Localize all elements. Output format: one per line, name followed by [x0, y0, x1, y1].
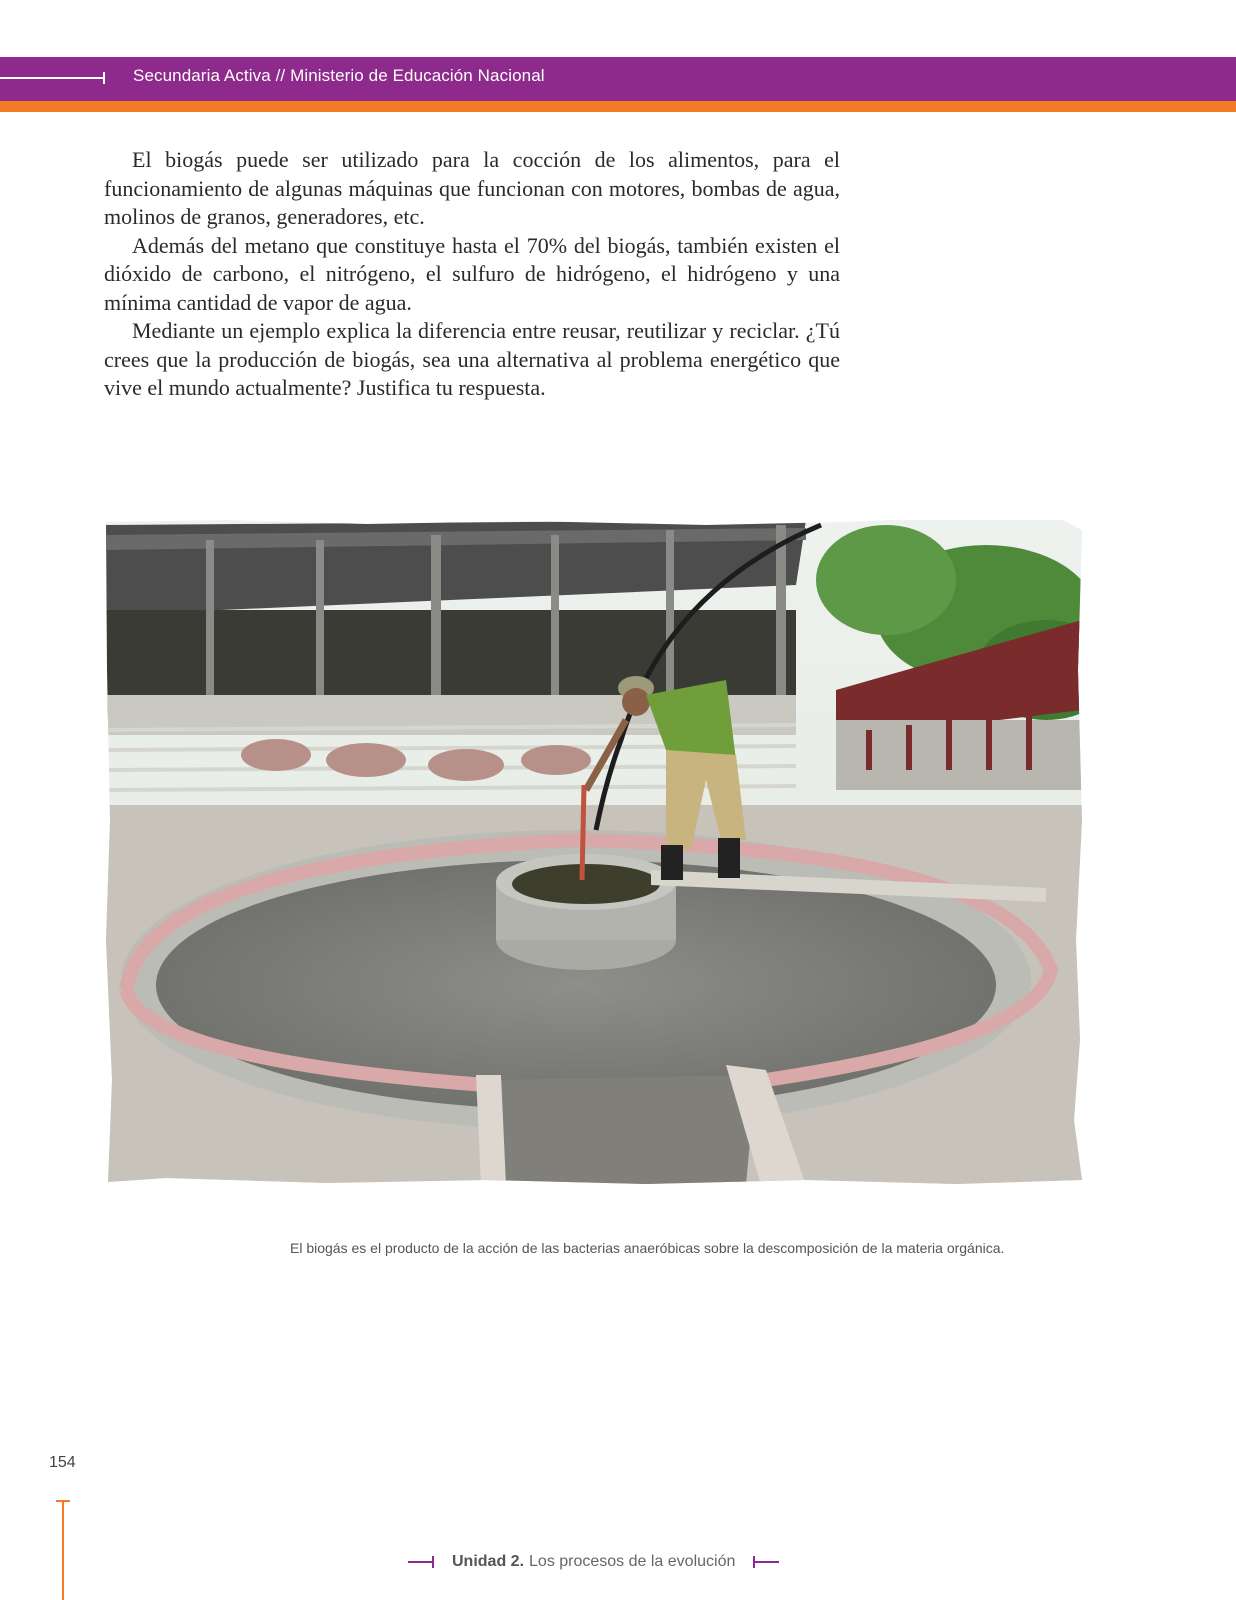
photo-illustration	[106, 520, 1082, 1185]
header-accent-stripe	[0, 101, 1236, 112]
header-rule	[0, 77, 104, 79]
biogas-digester-photo	[106, 520, 1082, 1185]
page-number: 154	[49, 1454, 76, 1471]
paragraph: Además del metano que constituye hasta el 70% del biogás, también existen el dióxido de carbono, el nitrógeno, el sulfuro de hidrógeno, el hidrógeno y una mínima cantidad de vapor de agua.	[104, 232, 840, 315]
footer-dash-right	[753, 1561, 779, 1563]
margin-rule	[62, 1500, 64, 1600]
footer-unit-title: Los procesos de la evolución	[529, 1553, 736, 1570]
paragraph: Mediante un ejemplo explica la diferencia entre reusar, reutilizar y reciclar. ¿Tú crees que la producción de biogás, sea una alternativa al problema energético que vive el mundo actualmente? Justifica tu respuesta.	[104, 318, 840, 400]
footer-dash-left	[408, 1561, 434, 1563]
header-rule-tick	[103, 72, 105, 84]
figure-caption: El biogás es el producto de la acción de las bacterias anaeróbicas sobre la descomposición de la materia orgánica.	[290, 1240, 1005, 1256]
paragraph: El biogás puede ser utilizado para la cocción de los alimentos, para el funcionamiento de algunas máquinas que funcionan con motores, bombas de agua, molinos de granos, generadores, etc.	[104, 147, 840, 229]
footer	[408, 1550, 798, 1574]
footer-unit-label: Unidad 2.	[452, 1553, 525, 1570]
body-text	[104, 146, 840, 403]
margin-rule-cap	[56, 1500, 70, 1502]
header-title: Secundaria Activa // Ministerio de Educación Nacional	[133, 66, 545, 85]
